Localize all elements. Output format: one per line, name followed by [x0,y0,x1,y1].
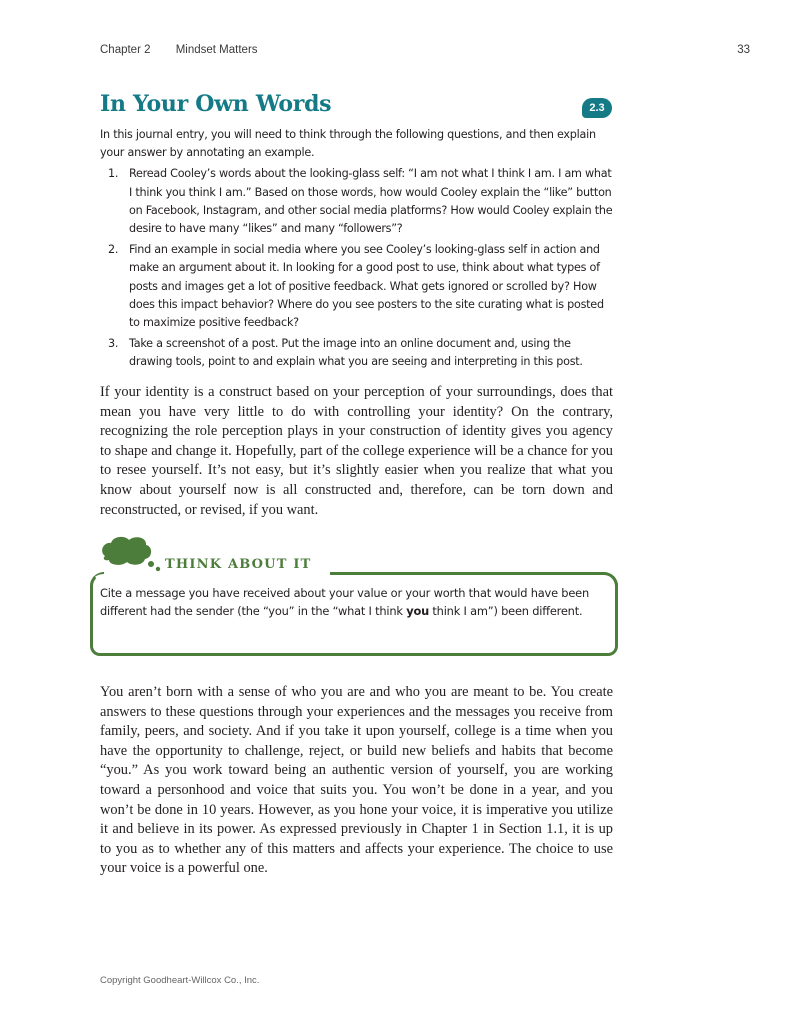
question-number: 1. [108,167,119,181]
question-number: 2. [108,243,119,257]
chapter-label: Chapter 2 [100,44,151,56]
question-text: Take a screenshot of a post. Put the image into an online document and, using the drawing tools, point to and explain what you are seeing and interpreting in this post. [129,337,583,369]
question-item [108,165,615,238]
prompt-text: Cite a message you have received about your value or your worth that would have been different had the sender (the “you” in the “what I think [100,586,589,618]
question-item [108,335,615,371]
running-head [100,44,750,56]
prompt-text-end: think I am”) been different. [429,604,583,618]
page-number: 33 [737,44,750,56]
think-about-it-title: THINK ABOUT IT [165,557,312,572]
journal-prompt [100,126,615,372]
chapter-info [100,44,258,56]
paragraph-text: You aren’t born with a sense of who you are and who you are meant to be. You create answers to these questions through your experiences and the messages you receive from family, peers, and society. And if you take it upon yourself, college is a time when you have the opportunity to challenge, reject, or build new beliefs and habits that become “you.” As you work toward being an authentic version of yourself, you are working toward a personhood and voice that suits you. You won’t be done in a year, and you won’t be done in 10 years. However, as you hone your voice, it is imperative you utilize it and believe in its power. As expressed previously in Chapter 1 in Section 1.1, it is up to you as to whether any of this matters and affects your experience. The choice to use your voice is a powerful one. [100,684,613,877]
question-list [100,165,615,371]
question-text: Find an example in social media where you see Cooley’s looking-glass self in action and make an argument about it. In looking for a good post to use, think about what types of posts and images get a lot of positive feedback. What gets ignored or scrolled by? How does this impact behavior? Where do you see posters to the site curating what is posted to maximize positive feedback? [129,243,604,330]
body-paragraph-2 [100,683,613,879]
intro-text: In this journal entry, you will need to think through the following questions, and then explain your answer by annotating an example. [100,128,596,160]
question-item [108,241,615,332]
section-title: In Your Own Words [100,91,332,117]
section-badge: 2.3 [582,98,612,118]
copyright-footer: Copyright Goodheart-Willcox Co., Inc. [100,975,260,986]
body-paragraph-1 [100,383,613,520]
question-number: 3. [108,337,119,351]
think-about-it-text [100,584,600,620]
chapter-title: Mindset Matters [175,44,258,56]
emphasis-you: you [406,604,429,618]
question-text: Reread Cooley’s words about the looking-glass self: “I am not what I think I am. I am what I think you think I am.” Based on those words, how would Cooley explain the “like” button on Facebook, Instagram, and other social media platforms? How would Cooley explain the desire to have many “likes” and many “followers”? [129,167,613,236]
paragraph-text: If your identity is a construct based on your perception of your surroundings, does that mean you have very little to do with controlling your identity? On the contrary, recognizing the role perception plays in your construction of identity gives you agency to shape and change it. Hopefully, part of the college experience will be a chance for you to resee yourself. It’s not easy, but it’s slightly easier when you realize that what you know about yourself now is all constructed and, therefore, can be torn down and reconstructed, or revised, if you want. [100,384,613,518]
thought-cloud-icon [99,534,163,574]
